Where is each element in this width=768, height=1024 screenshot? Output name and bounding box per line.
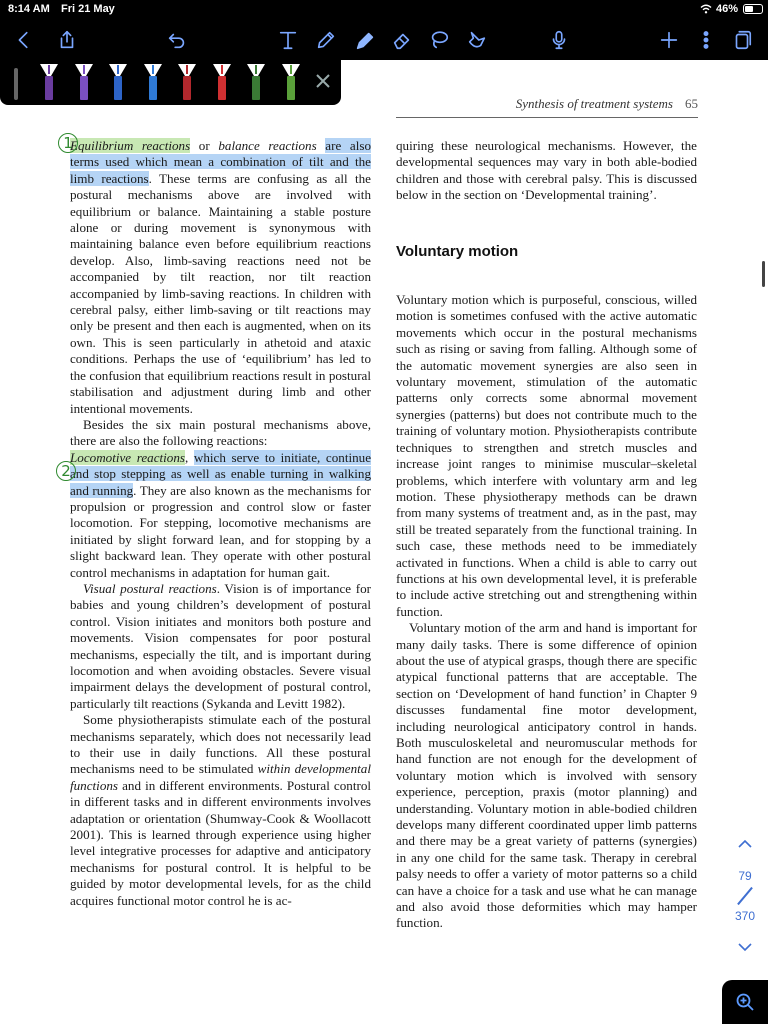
highlight-locomotive: which serve to initiate, continue and stop stepping as well as enable turning in walking and running bbox=[70, 449, 372, 498]
page-number: 65 bbox=[685, 96, 698, 111]
left-column bbox=[70, 138, 371, 909]
paragraph-continuation: quiring these neurological mechanisms. However, the developmental sequences may vary in both able-bodied children and those with cerebral palsy. This is discussed below in the section on ‘Developmental training’. bbox=[396, 138, 697, 203]
back-icon[interactable] bbox=[10, 26, 38, 54]
status-right bbox=[700, 3, 738, 15]
microphone-icon[interactable] bbox=[545, 26, 573, 54]
paragraph-besides: Besides the six main postural mechanisms above, there are also the following reactions: bbox=[70, 416, 371, 449]
close-palette-icon[interactable] bbox=[314, 72, 332, 90]
term-visual: Visual postural reactions bbox=[83, 580, 217, 596]
page-separator bbox=[737, 887, 753, 905]
pen-tool-icon[interactable] bbox=[312, 26, 340, 54]
paragraph-arm-hand: Voluntary motion of the arm and hand is important for many daily tasks. There is some difference of opinion about the use of atypical grasps, though there are specific atypical functional patterns that are acceptable. The section on ‘Development of hand function’ in Chapter 9 discusses fundamental fine motor development, including neurological anticipatory control in hands. Both musculoskeletal and neuromuscular methods for hand function are not enough for the development of voluntary motion which is involved with sensory experience, perception, praxis (motor planning) and understanding. Voluntary motion in able-bodied children develops many different coordinated upper limb patterns and there may be a great variety of patterns (synergies) in any one child for the same task. Therapy in cerebral palsy needs to offer a variety of motor patterns so a child can have a choice for a task and use what he can manage and also avoid those deformities which may hamper function. bbox=[396, 620, 697, 931]
page-navigator bbox=[728, 838, 762, 956]
eraser-icon[interactable] bbox=[388, 26, 416, 54]
term-balance: balance reactions bbox=[218, 138, 317, 153]
share-icon[interactable] bbox=[53, 26, 81, 54]
header-rule bbox=[396, 117, 698, 118]
paragraph-physiotherapists: Some physiotherapists stimulate each of the postural mechanisms separately, which does not necessarily lead to their use in daily functions. All these postural mechanisms need to be stimulated within developmental functions and in different environments. Postural control in different tasks and in different environments involves adaptation or orientation (Shumway-Cook & Woollacott 2001). This is learned through experience using higher level integrative processes for adaptive and anticipatory mechanisms for postural control. It is helpful to be guided by motor developmental levels, for as the child acquires functional motor control he is ac- bbox=[70, 712, 371, 908]
page-header bbox=[0, 96, 698, 112]
status-bar bbox=[0, 0, 768, 20]
highlighter-icon[interactable] bbox=[351, 26, 379, 54]
battery-percent: 46% bbox=[715, 3, 738, 15]
text-tool-icon[interactable] bbox=[274, 26, 302, 54]
previous-page-icon[interactable] bbox=[728, 838, 762, 853]
lasso-icon[interactable] bbox=[425, 26, 453, 54]
shapes-icon[interactable] bbox=[463, 26, 491, 54]
right-column bbox=[396, 138, 697, 932]
zoom-button[interactable] bbox=[722, 980, 768, 1024]
wifi-icon bbox=[700, 4, 712, 14]
running-title: Synthesis of treatment systems bbox=[515, 96, 673, 111]
total-pages: 370 bbox=[734, 909, 756, 923]
more-icon[interactable] bbox=[692, 26, 720, 54]
handwritten-mark-2: 2 bbox=[56, 461, 76, 481]
undo-icon[interactable] bbox=[163, 26, 191, 54]
pages-icon[interactable] bbox=[728, 26, 756, 54]
zoom-in-icon bbox=[735, 992, 755, 1012]
status-date: Fri 21 May bbox=[61, 3, 115, 15]
add-icon[interactable] bbox=[655, 26, 683, 54]
section-heading: Voluntary motion bbox=[396, 242, 519, 260]
status-time: 8:14 AM bbox=[8, 3, 50, 15]
paragraph-voluntary: Voluntary motion which is purposeful, conscious, willed motion is sometimes confused with the active automatic movements which occur in the postural mechanisms such as rising or saving from falling. Although some of the automatic movement synergies are also seen in voluntary movement, stimulation of the automatic patterns only corrects some abnormal movement synergies (patterns) but does not contribute much to the training of voluntary motion. Physiotherapists contribute techniques to strengthen and stretch muscles and increase joint ranges to minimise muscular–skeletal problems, which interfere with voluntary arm and leg motion. These physiotherapy methods can be drawn from many systems of treatment and, as in the past, may still be treated separately from the functional training. In such case, these methods need to be immediately activated in functions. When a child is able to carry out functions at his own developmental level, it is preferable to include active stretching out and strengthening within function. bbox=[396, 292, 697, 619]
handwritten-mark-1: 1 bbox=[58, 133, 78, 153]
term-locomotive: Locomotive reactions bbox=[70, 449, 185, 465]
paragraph-locomotive: Locomotive reactions, which serve to initiate, continue and stop stepping as well as enable turning in walking and running. They are also known as the mechanisms for propulsion or progression and control slow or faster locomotion. For stepping, locomotive mechanisms are initiated by slight forward lean, and for stopping by a slight backward lean. They operate with other postural control mechanisms in adaptation for human gait. bbox=[70, 449, 372, 580]
paragraph-equilibrium: Equilibrium reactions or balance reactions are also terms used which mean a combination of tilt and the limb reactions. These terms are confusing as all the postural mechanisms above are involved with equilibrium or balance. Maintaining a stable posture alone or during movement is synonymous with maintaining balance even before equilibrium reactions develop. Also, limb-saving reactions need not be accompanied by tilt reaction, nor tilt reaction accompanied by limb-saving reactions. In children with cerebral palsy, either limb-saving or tilt reactions may only be present and then each is augmented, when on its own. This is seen particularly in athetoid and ataxic conditions. Perhaps the use of ‘equilibrium’ has led to the confusion that equilibrium reactions result in postural stabilisation and adjustment during limb and other intentional movements. bbox=[70, 138, 371, 416]
toolbar bbox=[0, 20, 768, 60]
scroll-indicator[interactable] bbox=[762, 261, 765, 287]
term-equilibrium: Equilibrium reactions bbox=[70, 138, 191, 153]
current-page[interactable]: 79 bbox=[738, 869, 752, 883]
next-page-icon[interactable] bbox=[728, 941, 762, 956]
highlight-equilibrium: are also terms used which mean a combination of tilt and the limb reactions bbox=[70, 138, 371, 186]
paragraph-visual: Visual postural reactions. Vision is of importance for babies and young children’s development of postural control. Vision initiates and monitors both posture and movements. Vision compensates for poor postural mechanisms, especially the tilt, and is important during locomotion and when avoiding obstacles. Severe visual impairment delays the development of postural control, particularly tilt reactions (Sykanda and Levitt 1982). bbox=[70, 580, 372, 711]
battery-icon bbox=[743, 4, 763, 14]
